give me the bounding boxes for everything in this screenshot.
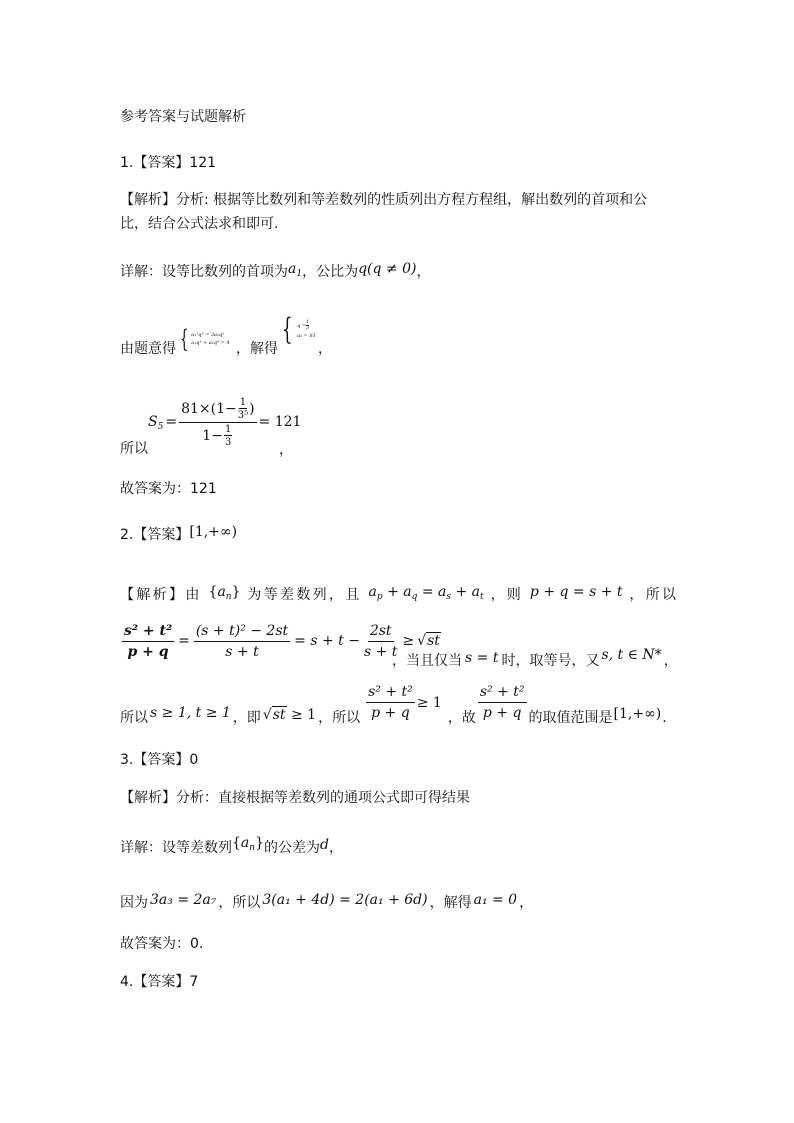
fraction-denominator [202,423,233,448]
fraction-numerator: 1 [306,319,309,325]
q2-answer-value: [1,+∞) [189,524,238,540]
q2-l3-text-1: 所以 [120,710,148,726]
greater-equal-sign: ≥ [402,633,415,649]
sequence-a: a [217,584,226,600]
equals-sign: = [178,633,190,649]
q2-membership: s, t ∈ N* [601,647,662,663]
brace-close: } [255,835,264,851]
q1-detail-text-3: ， [416,264,431,280]
q2-answer-label: 2.【答案】 [120,527,190,543]
q3-because-text-2: ，所以 [218,895,261,911]
subscript: s [446,592,452,602]
q3-answer: 3.【答案】0 [120,752,199,768]
q1-sum-num-inner-fraction [238,397,248,421]
q2-fraction-2 [194,622,290,661]
plus-sign: + [382,584,404,600]
q4-answer: 4.【答案】7 [120,974,199,990]
fraction-numerator: s² + t² [122,622,174,642]
subscript: n [225,592,232,602]
sqrt-argument: st [427,633,440,649]
q1-given-text: 由题意得 [120,341,176,357]
q1-sum-symbol [148,414,163,430]
q2-sequence [209,582,241,602]
q1-solution-q-lhs: q = [297,322,307,329]
q1-first-term [288,261,302,277]
page-title: 参考答案与试题解析 [120,109,246,125]
q2-analysis-line-1 [120,585,676,605]
subscript: q [411,592,418,602]
q2-l2-text-1: ，当且仅当 [392,653,462,669]
q2-l3-text-2: ，即 [232,710,261,726]
q3-because-text-3: ，解得 [429,895,472,911]
fraction-numerator: s² + t² [478,683,527,703]
q2-sqrt [417,633,441,649]
q3-detail-text-2: 的公差为 [264,840,320,856]
q2-index-equation: p + q = s + t [529,584,623,600]
q3-given-equation: 3a₃ = 2a₇ [150,892,217,908]
q1-sum-num-post: ) [249,400,255,417]
q2-fraction-4 [366,683,415,722]
fraction-denominator: p + q [482,705,522,721]
q2-fraction-inequality [364,683,442,722]
q2-l3-text-3: ，所以 [318,710,361,726]
fraction-numerator: s² + t² [366,683,415,703]
fraction-denominator: 3 [306,325,309,331]
q2-l2-text-3: ， [663,653,678,669]
plus-sign: + [451,584,472,600]
sqrt-argument: st [272,707,286,723]
brace-open: { [232,835,241,851]
sequence-a: a [240,835,250,851]
q2-conclusion-line [120,682,667,728]
fraction-denominator: 3 [224,436,232,448]
q2-l3-end: . [662,710,667,726]
q1-analysis-line-2: 比，结合公式法求和即可. [120,216,279,232]
brace-close: } [231,584,241,600]
q2-answer [120,525,237,545]
q1-equation-1: a₁²q⁵ = 3a₁q² [191,332,225,338]
term-a: a [403,584,412,600]
q2-equality-condition: s = t [465,650,499,666]
fraction-numerator: 1 [239,396,247,408]
subscript: 1 [296,269,303,279]
q2-range: [1,+∞) [613,706,662,722]
q3-conclusion: 故答案为：0. [120,936,204,952]
q3-detail-text-1: 详解：设等差数列 [120,840,232,856]
q3-because-text-4: ， [519,895,534,911]
fraction-denominator: p + q [371,705,410,721]
q2-l3-text-4: ，故 [447,710,476,726]
q3-because-text-1: 因为 [120,895,148,911]
q1-solution-q-fraction [306,320,309,331]
q1-sum-fraction [179,397,257,448]
q1-analysis-line-1: 【解析】分析: 根据等比数列和等差数列的性质列出方程方程组，解出数列的首项和公 [120,192,648,208]
q1-sum-equals: = [165,414,178,430]
q1-equation-2: a₁q³ + a₁q⁴ = 4 [191,340,230,346]
q1-sum-S: S [148,414,158,430]
q2-l1-text-1: 【解析】由 [120,587,202,603]
q3-solution: a₁ = 0 [473,892,518,908]
q1-solve-end: ， [318,341,332,357]
subscript: n [249,843,256,853]
q1-ratio: q(q ≠ 0) [358,261,417,277]
q3-detail-line [120,835,343,858]
subscript: 5 [157,422,164,432]
q2-middle-expression: = s + t − [294,633,360,649]
q3-sequence [232,835,264,851]
greater-equal-one: ≥ 1 [286,707,317,723]
fraction-denominator: s + t [363,643,398,660]
q2-fraction-5 [478,683,527,722]
q1-solution-a1: a₁ = 81 [297,332,316,339]
q1-solution-column [297,320,316,341]
q1-answer: 1.【答案】121 [120,155,217,171]
q2-sqrt-inequality [263,705,316,725]
q1-first-term-a: a [288,261,297,277]
fraction-denominator: s + t [225,643,259,660]
q1-solution-system [282,314,316,346]
q1-equation-system [180,326,230,352]
sqrt-icon: √ [262,707,272,723]
q3-detail-text-3: ， [328,840,343,856]
q1-sum-result: = 121 [258,414,302,430]
fraction-numerator: 2st [368,622,394,642]
fraction-denominator: 3⁵ [237,409,249,421]
brace-icon: { [282,312,293,347]
q1-solve-text: ，解得 [236,341,278,357]
q2-inequality: s ≥ 1, t ≥ 1 [150,705,231,721]
sqrt-icon: √ [417,633,427,649]
subscript: p [376,592,383,602]
q1-detail-text-2: ，公比为 [302,264,359,280]
subscript: t [480,592,484,602]
q2-fraction-1 [122,622,174,661]
q1-sum-num-pre: 81×(1− [181,400,237,417]
q2-l1-text-2: 为等差数列，且 [247,587,362,603]
brace-icon: { [180,325,189,353]
equals-sign: = [417,584,439,600]
q1-sum-text: 所以 [120,441,148,457]
fraction-denominator: p + q [127,643,169,660]
fraction-numerator [179,397,257,423]
q2-l1-text-4: ，所以 [629,587,677,603]
term-a: a [438,584,447,600]
q3-expanded-equation: 3(a₁ + 4d) = 2(a₁ + 6d) [262,892,428,908]
q2-l2-text-2: 时，取等号，又 [501,653,600,669]
q3-common-difference: d [320,837,329,853]
q2-l3-text-5: 的取值范围是 [528,710,613,726]
greater-equal-one: ≥ 1 [416,694,442,711]
term-a: a [368,584,377,600]
q2-derivation-text [392,647,678,671]
q1-equation-column [191,331,229,347]
q3-because-line [120,893,533,913]
q1-conclusion: 故答案为：121 [120,481,217,497]
brace-open: { [208,584,218,600]
q2-term-sum-equation [369,582,484,602]
q1-detail-text-1: 详解：设等比数列的首项为 [120,264,288,280]
q3-analysis: 【解析】分析：直接根据等差数列的通项公式即可得结果 [120,790,470,806]
q1-sum-den-pre: 1− [202,427,223,444]
q1-sum-den-inner-fraction [224,424,232,448]
fraction-numerator: 1 [224,423,232,435]
fraction-numerator: (s + t)² − 2st [194,622,290,642]
q1-sum-end: ， [279,442,293,458]
q1-solution-q [297,320,316,331]
q2-l1-text-3: ，则 [490,587,524,603]
term-a: a [471,584,481,600]
q1-detail-line [120,262,430,282]
